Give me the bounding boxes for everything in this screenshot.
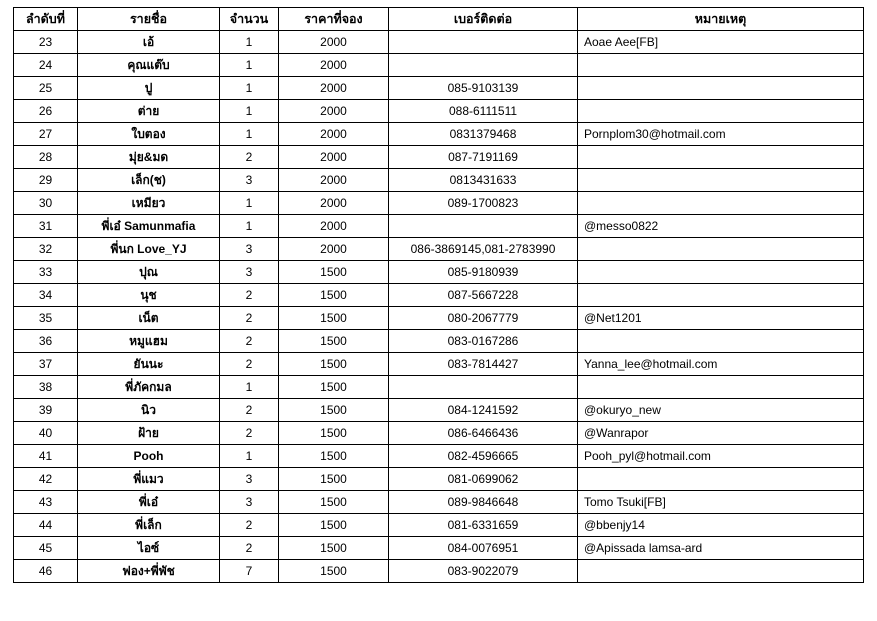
cell-price: 2000	[279, 169, 389, 192]
cell-no: 27	[14, 123, 78, 146]
cell-phone: 083-0167286	[389, 330, 578, 353]
cell-qty: 3	[220, 169, 279, 192]
cell-price: 2000	[279, 192, 389, 215]
cell-no: 29	[14, 169, 78, 192]
cell-qty: 2	[220, 330, 279, 353]
cell-phone: 087-7191169	[389, 146, 578, 169]
cell-no: 31	[14, 215, 78, 238]
cell-qty: 1	[220, 192, 279, 215]
table-row	[14, 491, 864, 514]
table-row	[14, 422, 864, 445]
cell-phone: 080-2067779	[389, 307, 578, 330]
cell-phone: 085-9180939	[389, 261, 578, 284]
cell-price: 2000	[279, 54, 389, 77]
cell-qty: 3	[220, 238, 279, 261]
cell-no: 42	[14, 468, 78, 491]
cell-phone: 0831379468	[389, 123, 578, 146]
header-row	[14, 8, 864, 31]
table-row	[14, 169, 864, 192]
table-row	[14, 537, 864, 560]
cell-note: @Wanrapor	[578, 422, 864, 445]
cell-price: 2000	[279, 77, 389, 100]
cell-name: เหมียว	[78, 192, 220, 215]
cell-no: 34	[14, 284, 78, 307]
cell-price: 1500	[279, 537, 389, 560]
cell-no: 45	[14, 537, 78, 560]
cell-price: 1500	[279, 284, 389, 307]
cell-no: 24	[14, 54, 78, 77]
cell-no: 30	[14, 192, 78, 215]
table-row	[14, 307, 864, 330]
cell-phone: 086-6466436	[389, 422, 578, 445]
cell-name: พี่เอ๋	[78, 491, 220, 514]
cell-price: 2000	[279, 100, 389, 123]
cell-note	[578, 238, 864, 261]
cell-price: 1500	[279, 445, 389, 468]
cell-price: 1500	[279, 422, 389, 445]
cell-name: พี่ภัคกมล	[78, 376, 220, 399]
cell-qty: 1	[220, 123, 279, 146]
cell-no: 35	[14, 307, 78, 330]
table-row	[14, 31, 864, 54]
cell-qty: 1	[220, 445, 279, 468]
cell-qty: 1	[220, 376, 279, 399]
table-body	[14, 31, 864, 583]
cell-price: 1500	[279, 491, 389, 514]
cell-note	[578, 330, 864, 353]
cell-phone: 084-1241592	[389, 399, 578, 422]
cell-note: @Apissada lamsa-ard	[578, 537, 864, 560]
cell-no: 32	[14, 238, 78, 261]
cell-no: 41	[14, 445, 78, 468]
cell-name: เน็ต	[78, 307, 220, 330]
table-row	[14, 514, 864, 537]
cell-phone	[389, 31, 578, 54]
cell-name: ใบตอง	[78, 123, 220, 146]
cell-phone	[389, 376, 578, 399]
cell-note: @bbenjy14	[578, 514, 864, 537]
cell-qty: 2	[220, 537, 279, 560]
cell-phone: 089-1700823	[389, 192, 578, 215]
cell-qty: 3	[220, 261, 279, 284]
cell-name: ยันนะ	[78, 353, 220, 376]
cell-phone: 083-7814427	[389, 353, 578, 376]
cell-note	[578, 376, 864, 399]
cell-note: @messo0822	[578, 215, 864, 238]
cell-qty: 1	[220, 100, 279, 123]
cell-qty: 2	[220, 422, 279, 445]
cell-note: Tomo Tsuki[FB]	[578, 491, 864, 514]
cell-note: Aoae Aee[FB]	[578, 31, 864, 54]
cell-qty: 1	[220, 215, 279, 238]
cell-qty: 2	[220, 307, 279, 330]
cell-name: นุช	[78, 284, 220, 307]
table-row	[14, 54, 864, 77]
cell-qty: 1	[220, 54, 279, 77]
cell-price: 2000	[279, 31, 389, 54]
cell-note	[578, 560, 864, 583]
cell-qty: 2	[220, 514, 279, 537]
cell-name: พี่เล็ก	[78, 514, 220, 537]
table-row	[14, 330, 864, 353]
cell-phone: 088-6111511	[389, 100, 578, 123]
cell-price: 1500	[279, 560, 389, 583]
cell-price: 1500	[279, 307, 389, 330]
header-price: ราคาที่จอง	[279, 8, 389, 31]
cell-note	[578, 169, 864, 192]
cell-note: @Net1201	[578, 307, 864, 330]
cell-no: 39	[14, 399, 78, 422]
cell-qty: 7	[220, 560, 279, 583]
header-name: รายชื่อ	[78, 8, 220, 31]
cell-no: 46	[14, 560, 78, 583]
cell-note	[578, 54, 864, 77]
cell-phone: 081-0699062	[389, 468, 578, 491]
cell-note	[578, 468, 864, 491]
cell-no: 23	[14, 31, 78, 54]
cell-qty: 2	[220, 399, 279, 422]
cell-price: 2000	[279, 238, 389, 261]
cell-name: พี่แมว	[78, 468, 220, 491]
cell-note: Yanna_lee@hotmail.com	[578, 353, 864, 376]
cell-note: @okuryo_new	[578, 399, 864, 422]
cell-qty: 1	[220, 31, 279, 54]
cell-name: คุณแต๊บ	[78, 54, 220, 77]
cell-name: ฟอง+พี่พัช	[78, 560, 220, 583]
table-row	[14, 445, 864, 468]
cell-price: 1500	[279, 468, 389, 491]
table-row	[14, 399, 864, 422]
table-row	[14, 146, 864, 169]
reservation-sheet	[13, 7, 864, 583]
cell-name: นิว	[78, 399, 220, 422]
cell-phone	[389, 54, 578, 77]
cell-note: Pornplom30@hotmail.com	[578, 123, 864, 146]
cell-no: 25	[14, 77, 78, 100]
cell-qty: 2	[220, 146, 279, 169]
cell-no: 36	[14, 330, 78, 353]
table-row	[14, 238, 864, 261]
cell-name: เล็ก(ช)	[78, 169, 220, 192]
cell-name: ปู	[78, 77, 220, 100]
table-row	[14, 123, 864, 146]
cell-note	[578, 77, 864, 100]
cell-note	[578, 100, 864, 123]
cell-price: 1500	[279, 261, 389, 284]
cell-qty: 2	[220, 353, 279, 376]
cell-price: 1500	[279, 399, 389, 422]
cell-phone: 082-4596665	[389, 445, 578, 468]
cell-phone: 086-3869145,081-2783990	[389, 238, 578, 261]
cell-note: Pooh_pyl@hotmail.com	[578, 445, 864, 468]
table-row	[14, 100, 864, 123]
cell-name: ไอซ์	[78, 537, 220, 560]
cell-name: พี่นก Love_YJ	[78, 238, 220, 261]
cell-no: 33	[14, 261, 78, 284]
cell-phone: 085-9103139	[389, 77, 578, 100]
cell-note	[578, 284, 864, 307]
cell-qty: 3	[220, 468, 279, 491]
header-note: หมายเหตุ	[578, 8, 864, 31]
table-row	[14, 468, 864, 491]
cell-no: 38	[14, 376, 78, 399]
header-no: ลำดับที่	[14, 8, 78, 31]
cell-name: ฝ้าย	[78, 422, 220, 445]
cell-name: หมูแฮม	[78, 330, 220, 353]
cell-name: พี่เอ๋ Samunmafia	[78, 215, 220, 238]
cell-name: ต่าย	[78, 100, 220, 123]
cell-phone	[389, 215, 578, 238]
cell-price: 1500	[279, 514, 389, 537]
cell-no: 37	[14, 353, 78, 376]
cell-no: 28	[14, 146, 78, 169]
cell-name: ปุณ	[78, 261, 220, 284]
cell-no: 26	[14, 100, 78, 123]
table-row	[14, 560, 864, 583]
cell-note	[578, 261, 864, 284]
table-row	[14, 376, 864, 399]
cell-phone: 084-0076951	[389, 537, 578, 560]
cell-name: มุ่ย&มด	[78, 146, 220, 169]
cell-qty: 2	[220, 284, 279, 307]
header-phone: เบอร์ติดต่อ	[389, 8, 578, 31]
cell-no: 43	[14, 491, 78, 514]
cell-note	[578, 146, 864, 169]
cell-price: 1500	[279, 376, 389, 399]
table-row	[14, 77, 864, 100]
cell-price: 2000	[279, 146, 389, 169]
cell-price: 2000	[279, 123, 389, 146]
table-row	[14, 192, 864, 215]
cell-no: 40	[14, 422, 78, 445]
table-row	[14, 261, 864, 284]
reservation-table	[13, 7, 864, 583]
cell-phone: 083-9022079	[389, 560, 578, 583]
header-qty: จำนวน	[220, 8, 279, 31]
table-row	[14, 215, 864, 238]
cell-name: เอ้	[78, 31, 220, 54]
cell-price: 1500	[279, 353, 389, 376]
cell-note	[578, 192, 864, 215]
cell-phone: 087-5667228	[389, 284, 578, 307]
cell-price: 1500	[279, 330, 389, 353]
cell-name: Pooh	[78, 445, 220, 468]
cell-phone: 081-6331659	[389, 514, 578, 537]
cell-no: 44	[14, 514, 78, 537]
cell-qty: 3	[220, 491, 279, 514]
table-row	[14, 284, 864, 307]
cell-phone: 0813431633	[389, 169, 578, 192]
table-row	[14, 353, 864, 376]
cell-qty: 1	[220, 77, 279, 100]
cell-price: 2000	[279, 215, 389, 238]
cell-phone: 089-9846648	[389, 491, 578, 514]
